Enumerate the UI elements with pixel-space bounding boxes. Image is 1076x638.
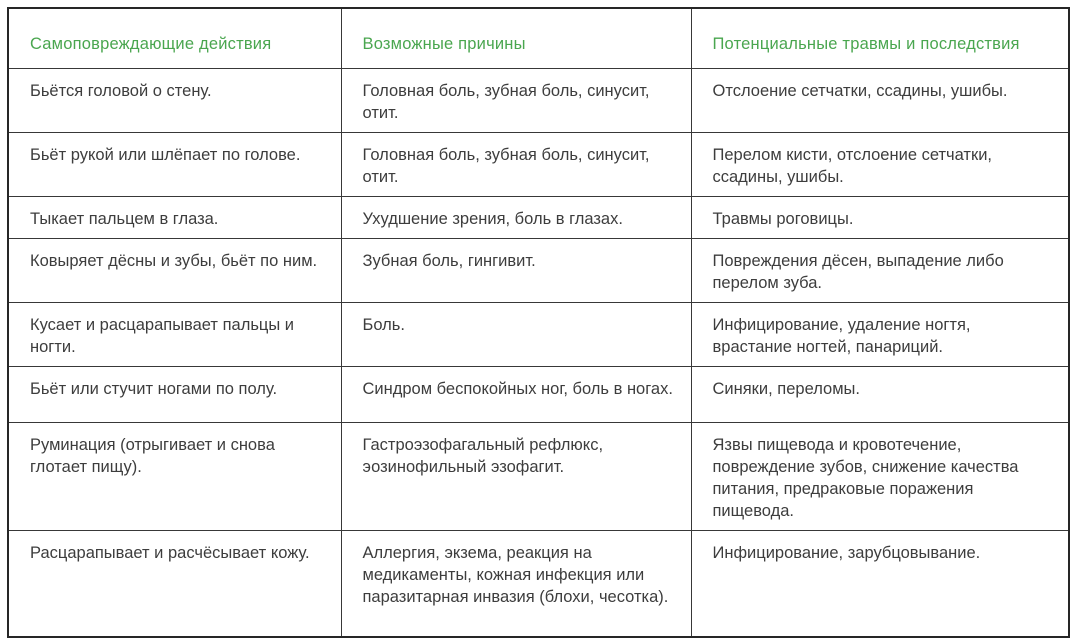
table-row xyxy=(8,196,1069,238)
column-header-actions: Самоповреждающие действия xyxy=(8,8,341,68)
self-harm-behaviors-table xyxy=(7,7,1070,638)
table-row xyxy=(8,238,1069,302)
cell-causes: Синдром беспокойных ног, боль в ногах. xyxy=(341,366,691,422)
column-header-consequences: Потенциальные травмы и последствия xyxy=(691,8,1069,68)
table-row xyxy=(8,132,1069,196)
cell-consequences: Перелом кисти, отслоение сетчатки, ссадины, ушибы. xyxy=(691,132,1069,196)
table-row xyxy=(8,422,1069,530)
cell-consequences: Повреждения дёсен, выпадение либо перелом зуба. xyxy=(691,238,1069,302)
table-row xyxy=(8,302,1069,366)
cell-consequences: Язвы пищевода и кровотечение, повреждение зубов, снижение качества питания, предраковые поражения пищевода. xyxy=(691,422,1069,530)
cell-causes: Боль. xyxy=(341,302,691,366)
cell-consequences: Синяки, переломы. xyxy=(691,366,1069,422)
cell-action: Руминация (отрыгивает и снова глотает пищу). xyxy=(8,422,341,530)
column-header-causes: Возможные причины xyxy=(341,8,691,68)
cell-action: Бьёт рукой или шлёпает по голове. xyxy=(8,132,341,196)
cell-action: Кусает и расцарапывает пальцы и ногти. xyxy=(8,302,341,366)
cell-causes: Зубная боль, гингивит. xyxy=(341,238,691,302)
table-row xyxy=(8,366,1069,422)
cell-consequences: Инфицирование, удаление ногтя, врастание ногтей, панариций. xyxy=(691,302,1069,366)
cell-causes: Головная боль, зубная боль, синусит, отит. xyxy=(341,132,691,196)
cell-causes: Гастроэзофагальный рефлюкс, эозинофильный эзофагит. xyxy=(341,422,691,530)
cell-action: Бьёт или стучит ногами по полу. xyxy=(8,366,341,422)
table-row xyxy=(8,530,1069,637)
cell-action: Тыкает пальцем в глаза. xyxy=(8,196,341,238)
header-row xyxy=(8,8,1069,68)
cell-causes: Головная боль, зубная боль, синусит, отит. xyxy=(341,68,691,132)
cell-consequences: Травмы роговицы. xyxy=(691,196,1069,238)
cell-causes: Аллергия, экзема, реакция на медикаменты, кожная инфекция или паразитарная инвазия (блохи, чесотка). xyxy=(341,530,691,637)
cell-action: Ковыряет дёсны и зубы, бьёт по ним. xyxy=(8,238,341,302)
cell-action: Бьётся головой о стену. xyxy=(8,68,341,132)
cell-causes: Ухудшение зрения, боль в глазах. xyxy=(341,196,691,238)
cell-action: Расцарапывает и расчёсывает кожу. xyxy=(8,530,341,637)
table-row xyxy=(8,68,1069,132)
cell-consequences: Инфицирование, зарубцовывание. xyxy=(691,530,1069,637)
cell-consequences: Отслоение сетчатки, ссадины, ушибы. xyxy=(691,68,1069,132)
